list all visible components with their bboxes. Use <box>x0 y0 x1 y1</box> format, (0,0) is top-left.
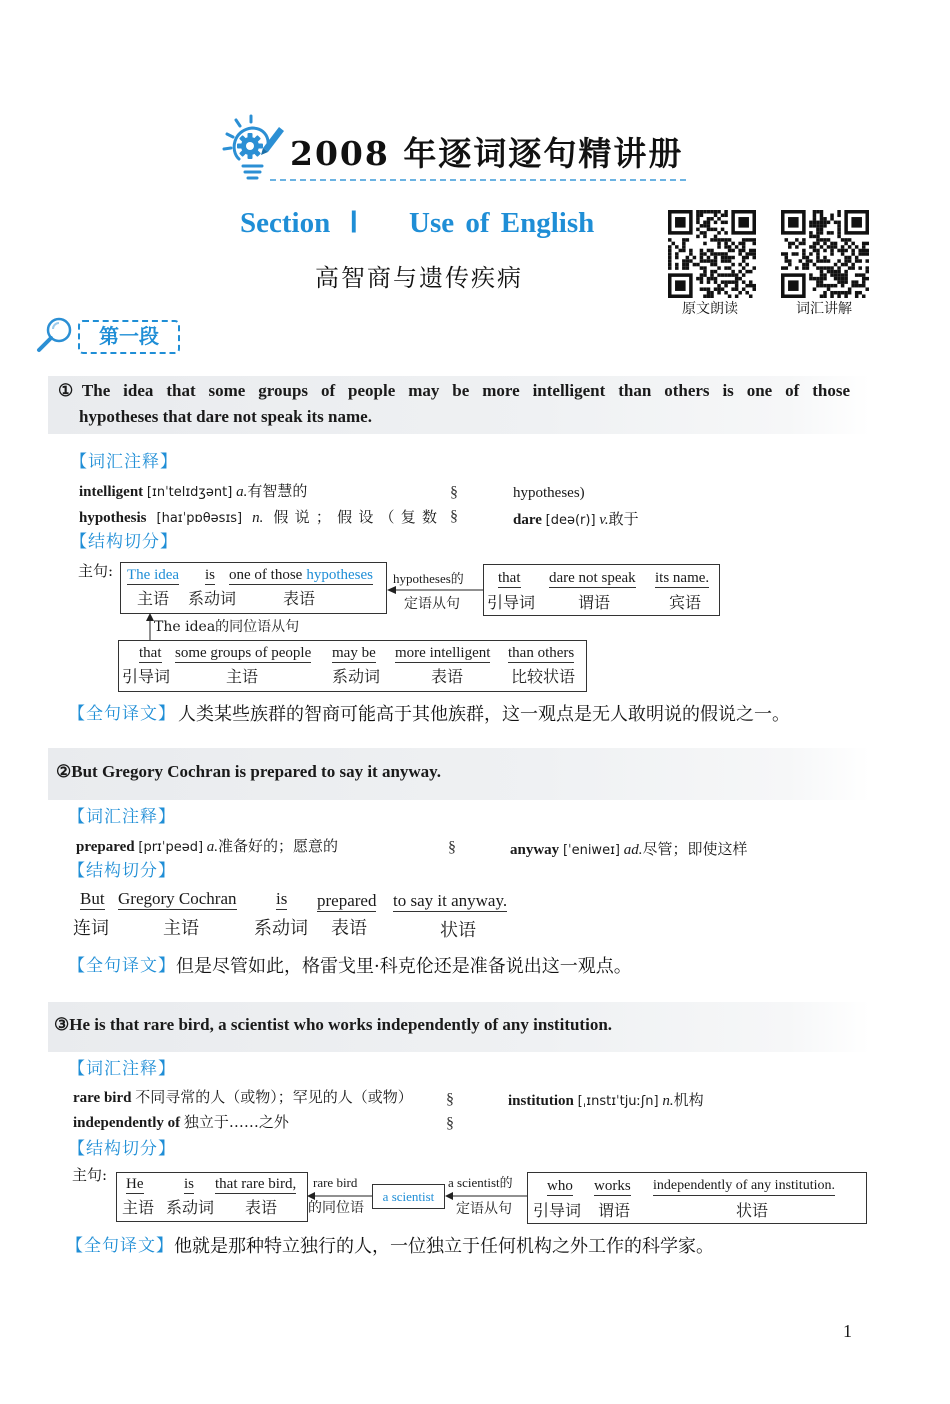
vocab-heading: 【词汇注释】 <box>68 807 176 827</box>
clause-word <box>229 566 373 585</box>
qr-label-vocab: 词汇讲解 <box>796 301 852 317</box>
vocab-word: institution <box>508 1093 574 1109</box>
clause-word: But <box>80 889 105 910</box>
vocab-entry <box>76 837 338 856</box>
clause-role: 连词 <box>73 918 109 939</box>
vocab-entry <box>508 1091 704 1110</box>
vocab-word: dare <box>513 512 542 528</box>
vocab-entry <box>73 1088 413 1107</box>
clause-word: that <box>139 645 162 661</box>
attributive-clause-box <box>483 564 720 616</box>
vocab-meaning: 尽管；即使这样 <box>642 840 748 858</box>
clause-role: 比较状语 <box>511 667 576 686</box>
vocab-entry <box>73 1113 289 1132</box>
vocab-heading: 【词汇注释】 <box>68 1059 176 1079</box>
vocab-meaning: 独立于……之外 <box>183 1113 289 1131</box>
vocab-entry <box>79 508 437 527</box>
paragraph-tag: 第一段 <box>78 320 180 354</box>
clause-role: 引导词 <box>533 1201 582 1220</box>
qr-code-icon <box>668 210 756 298</box>
vocab-pos: v. <box>599 512 609 528</box>
qr-label-reading: 原文朗读 <box>682 301 738 317</box>
clause-role: 谓语 <box>578 593 611 612</box>
vocab-phonetic: [ɪnˈtelɪdʒənt] <box>146 485 233 500</box>
clause-word: that rare bird, <box>215 1176 297 1192</box>
vocab-word: hypothesis <box>79 510 147 526</box>
clause-word: Gregory Cochran <box>118 889 237 910</box>
vocab-heading: 【词汇注释】 <box>70 452 178 472</box>
clause-role: 状语 <box>736 1201 769 1220</box>
clause-role: 系动词 <box>188 589 237 608</box>
link-label: rare bird <box>313 1175 358 1190</box>
link-label: 定语从句 <box>404 596 460 612</box>
clause-word: to say it anyway. <box>393 891 507 912</box>
clause-word: some groups of people <box>175 645 312 661</box>
magnifier-icon <box>36 315 74 353</box>
clause-word: its name. <box>655 570 710 586</box>
vocab-entry <box>79 482 307 501</box>
attributive-arrow <box>387 586 483 594</box>
vocab-entry <box>510 840 747 859</box>
vocab-pos: a. <box>236 484 248 500</box>
attributive-arrow <box>445 1192 527 1200</box>
clause-role: 系动词 <box>254 918 308 939</box>
main-clause-label: 主句: <box>72 1166 108 1184</box>
vocab-word: independently of <box>73 1115 181 1131</box>
clause-word-highlight: hypotheses <box>306 567 373 583</box>
sentence-1-line-1: ①The idea that some groups of people may be more intelligent than others is one of those <box>58 381 850 400</box>
page-number: 1 <box>843 1321 852 1341</box>
vocab-pos: a. <box>206 839 219 855</box>
vocab-phonetic: [deə(r)] <box>545 513 596 528</box>
clause-role: 表语 <box>431 667 464 686</box>
clause-word: The idea <box>127 567 180 583</box>
sentence-3: ③He is that rare bird, a scientist who works independently of any institution. <box>54 1015 613 1034</box>
column-divider: § <box>450 484 458 501</box>
column-divider: § <box>448 839 456 856</box>
link-label: 的同位语 <box>308 1200 364 1216</box>
clause-word: is <box>184 1176 195 1192</box>
translation-text: 但是尽管如此，格雷戈里·科克伦还是准备说出这一观点。 <box>176 956 632 977</box>
link-label: 定语从句 <box>456 1201 512 1217</box>
clause-word: is <box>276 889 287 910</box>
link-label: a scientist的 <box>448 1175 513 1190</box>
vocab-meaning: 准备好的；愿意的 <box>218 837 339 855</box>
clause-word: may be <box>332 645 376 661</box>
clause-word: works <box>594 1178 631 1194</box>
structure-heading: 【结构切分】 <box>68 1139 176 1159</box>
column-divider: § <box>446 1115 454 1132</box>
sentence-1-line-2: hypotheses that dare not speak its name. <box>79 407 372 426</box>
vocab-word: prepared <box>76 839 135 855</box>
translation-heading: 【全句译文】 <box>66 1236 174 1256</box>
clause-role: 引导词 <box>122 667 171 686</box>
clause-role: 系动词 <box>166 1198 215 1217</box>
vocab-phonetic: [haɪˈpɒθəsɪs] <box>156 511 243 526</box>
appositive-arrow <box>307 1192 372 1200</box>
clause-word: is <box>205 567 216 583</box>
clause-word: than others <box>508 645 575 661</box>
appositive-arrow <box>146 613 154 640</box>
translation-heading: 【全句译文】 <box>68 956 176 976</box>
clause-role: 表语 <box>283 589 316 608</box>
vocab-entry <box>513 510 639 529</box>
appositive-box <box>372 1184 445 1209</box>
link-label: hypotheses的 <box>393 571 464 586</box>
appositive-clause-box <box>118 640 587 692</box>
clause-word: that <box>498 570 521 586</box>
vocab-word: anyway <box>510 842 560 858</box>
clause-word: independently of any institution. <box>653 1177 835 1196</box>
column-divider: § <box>450 508 458 525</box>
clause-role: 主语 <box>137 589 170 608</box>
main-clause-label: 主句: <box>78 562 114 580</box>
clause-role: 引导词 <box>487 593 536 612</box>
clause-word-text: one of those <box>229 567 303 583</box>
vocab-pos: n. <box>662 1093 674 1109</box>
vocab-meaning: 机构 <box>673 1091 704 1109</box>
vocab-meaning: 假说；假设（复数 <box>273 508 438 526</box>
vocab-word: rare bird <box>73 1090 132 1106</box>
clause-role: 表语 <box>331 918 367 939</box>
vocab-phonetic: [prɪˈpeəd] <box>138 840 204 855</box>
clause-word: more intelligent <box>395 645 491 661</box>
clause-role: 主语 <box>163 918 199 939</box>
clause-role: 主语 <box>122 1198 155 1217</box>
vocab-continuation: hypotheses) <box>513 485 585 501</box>
vocab-word: intelligent <box>79 484 144 500</box>
link-label: The idea的同位语从句 <box>154 619 300 635</box>
clause-role: 主语 <box>226 667 259 686</box>
vocab-meaning: 有智慧的 <box>247 482 308 500</box>
section-number: Section Ⅰ <box>240 207 359 239</box>
page-title: 2008 年逐词逐句精讲册 <box>290 134 684 173</box>
clause-word: He <box>126 1176 144 1192</box>
clause-role: 宾语 <box>669 593 702 612</box>
vocab-pos: ad. <box>623 842 643 858</box>
qr-code-icon <box>781 210 869 298</box>
sentence-2: ②But Gregory Cochran is prepared to say it anyway. <box>56 762 441 781</box>
vocab-meaning: 不同寻常的人（或物）；罕见的人（或物） <box>135 1088 413 1106</box>
structure-heading: 【结构切分】 <box>68 861 176 881</box>
lightbulb-gear-icon <box>220 114 288 182</box>
main-clause-box <box>116 1172 308 1222</box>
translation-text: 他就是那种特立独行的人，一位独立于任何机构之外工作的科学家。 <box>174 1236 714 1257</box>
attributive-clause-box <box>527 1172 867 1224</box>
translation-text: 人类某些族群的智商可能高于其他族群，这一观点是无人敢明说的假说之一。 <box>178 704 790 725</box>
appositive-text: a scientist <box>382 1189 435 1204</box>
clause-word: prepared <box>317 891 376 912</box>
main-clause-box <box>120 562 387 614</box>
vocab-meaning: 敢于 <box>608 510 639 528</box>
clause-role: 表语 <box>245 1198 278 1217</box>
clause-word: who <box>547 1178 573 1194</box>
clause-role: 系动词 <box>332 667 381 686</box>
vocab-phonetic: [ˈeniweɪ] <box>562 843 620 858</box>
clause-role: 状语 <box>440 920 476 941</box>
column-divider: § <box>446 1091 454 1108</box>
passage-subtitle: 高智商与遗传疾病 <box>315 264 523 292</box>
section-name: Use of English <box>409 207 595 239</box>
vocab-pos: n. <box>252 510 264 526</box>
vocab-phonetic: [ˌɪnstɪˈtjuːʃn] <box>577 1094 659 1109</box>
clause-role: 谓语 <box>598 1201 631 1220</box>
clause-word: dare not speak <box>549 570 636 586</box>
structure-heading: 【结构切分】 <box>70 532 178 552</box>
translation-heading: 【全句译文】 <box>68 704 176 724</box>
